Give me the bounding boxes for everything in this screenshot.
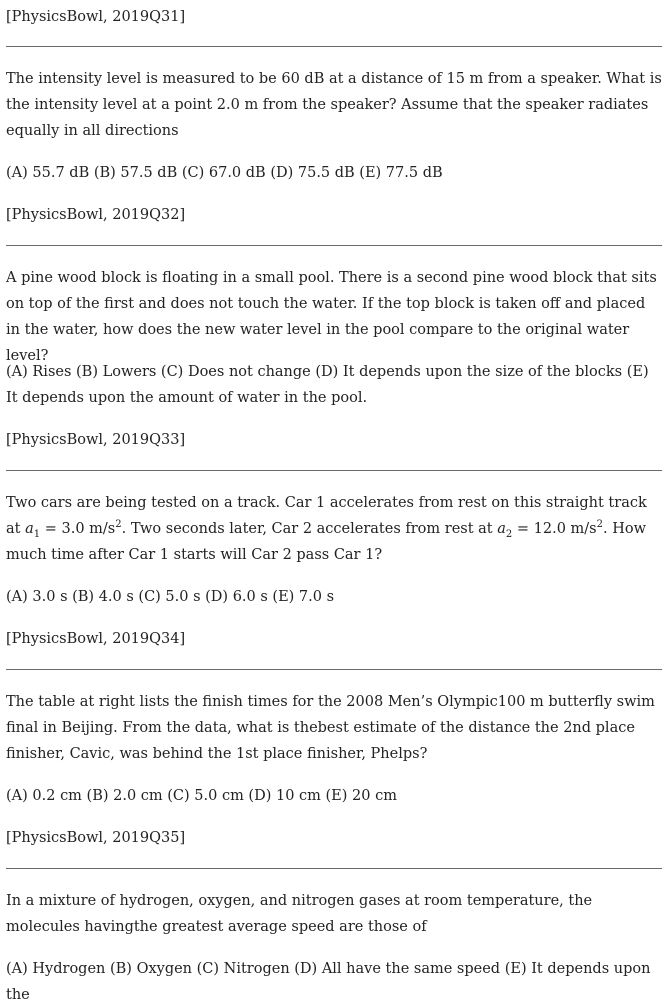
problem-source-label: [PhysicsBowl, 2019Q34] xyxy=(6,631,186,647)
problem-choices: (A) Rises (B) Lowers (C) Does not change (D) It depends upon the size of the blocks (E) It depends upon the amount of water in the pool. xyxy=(6,364,649,406)
horizontal-rule xyxy=(6,46,662,47)
problem-question: The intensity level is measured to be 60 dB at a distance of 15 m from a speaker. What is the intensity level at a point 2.0 m from the speaker? Assume that the speaker radiates equally in all directions xyxy=(6,71,662,139)
problem-question: In a mixture of hydrogen, oxygen, and nitrogen gases at room temperature, the molecules havingthe greatest average speed are those of xyxy=(6,893,593,935)
problem-choices: (A) 3.0 s (B) 4.0 s (C) 5.0 s (D) 6.0 s (E) 7.0 s xyxy=(6,589,335,605)
problem-choices: (A) 0.2 cm (B) 2.0 cm (C) 5.0 cm (D) 10 cm (E) 20 cm xyxy=(6,788,397,804)
problem-source-label: [PhysicsBowl, 2019Q31] xyxy=(6,9,186,25)
horizontal-rule xyxy=(6,868,662,869)
horizontal-rule xyxy=(6,245,662,246)
problem-source-label: [PhysicsBowl, 2019Q33] xyxy=(6,432,186,448)
problem-choices: (A) Hydrogen (B) Oxygen (C) Nitrogen (D) All have the same speed (E) It depends upon the xyxy=(6,961,651,1003)
problem-question: Two cars are being tested on a track. Car 1 accelerates from rest on this straight track at $a_1 = 3.0$ $m/s^2$. Two seconds later, Car 2 accelerates from rest at $a_2 = 12.0$ $m/s^2$. How much time after Car 1 starts will Car 2 pass Car 1? xyxy=(6,495,647,563)
acceleration-symbol: a xyxy=(497,521,506,537)
problem-source-label: [PhysicsBowl, 2019Q32] xyxy=(6,207,186,223)
acceleration-symbol: a xyxy=(25,521,34,537)
problem-choices: (A) 55.7 dB (B) 57.5 dB (C) 67.0 dB (D) 75.5 dB (E) 77.5 dB xyxy=(6,165,443,181)
problem-source-label: [PhysicsBowl, 2019Q35] xyxy=(6,830,186,846)
horizontal-rule xyxy=(6,669,662,670)
horizontal-rule xyxy=(6,470,662,471)
problem-question: The table at right lists the finish times for the 2008 Men’s Olympic100 m butterfly swim final in Beijing. From the data, what is thebest estimate of the distance the 2nd place finisher, Cavic, was behind the 1st place finisher, Phelps? xyxy=(6,694,655,762)
problem-question: A pine wood block is floating in a small pool. There is a second pine wood block that sits on top of the first and does not touch the water. If the top block is taken off and placed in the water, how does the new water level in the pool compare to the original water level? xyxy=(6,270,657,364)
